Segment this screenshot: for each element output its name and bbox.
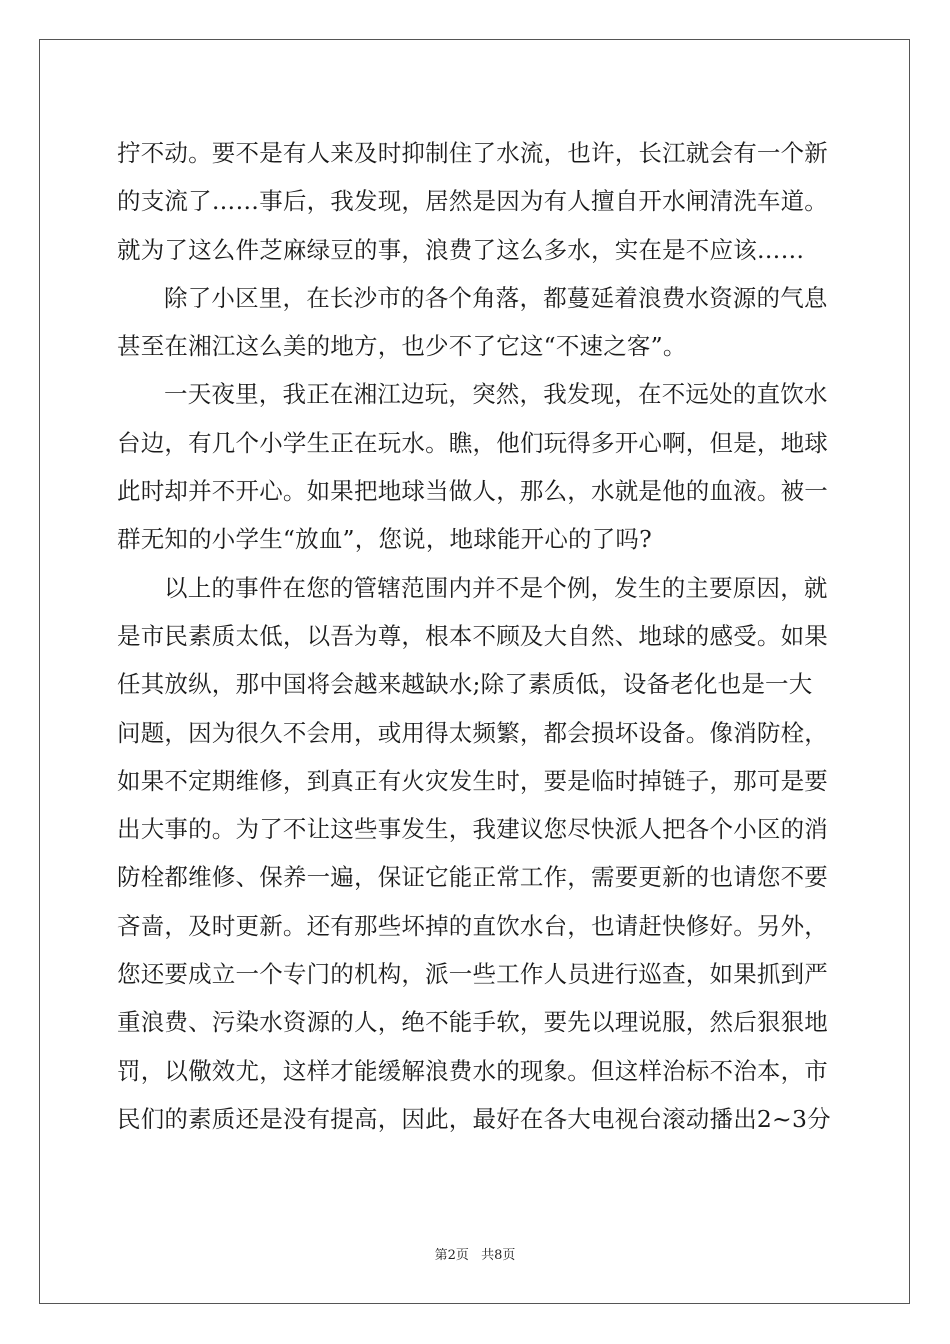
text-line: 出大事的。为了不让这些事发生，我建议您尽快派人把各个小区的消 <box>117 815 828 844</box>
text-line: 拧不动。要不是有人来及时抑制住了水流，也许，长江就会有一个新 <box>117 139 828 167</box>
text-line: 除了小区里，在长沙市的各个角落，都蔓延着浪费水资源的气息 <box>164 283 828 312</box>
text-line: 您还要成立一个专门的机构，派一些工作人员进行巡查，如果抓到严 <box>117 960 828 989</box>
document-body <box>117 129 837 1143</box>
text-line: 罚，以儆效尤，这样才能缓解浪费水的现象。但这样治标不治本，市 <box>117 1056 828 1085</box>
text-line: 是市民素质太低，以吾为尊，根本不顾及大自然、地球的感受。如果 <box>117 621 828 650</box>
page-number: 第2页 <box>434 1248 469 1263</box>
text-line: 如果不定期维修，到真正有火灾发生时，要是临时掉链子，那可是要 <box>117 766 828 795</box>
text-line: 一天夜里，我正在湘江边玩，突然，我发现，在不远处的直饮水 <box>164 380 828 409</box>
text-line: 就为了这么件芝麻绿豆的事，浪费了这么多水，实在是不应该…… <box>117 235 805 264</box>
text-line: 群无知的小学生“放血”，您说，地球能开心的了吗? <box>117 525 652 554</box>
text-line: 此时却并不开心。如果把地球当做人，那么，水就是他的血液。被一 <box>117 477 828 506</box>
text-line: 的支流了……事后，我发现，居然是因为有人擅自开水闸清洗车道。 <box>117 187 828 216</box>
page-footer <box>0 1244 950 1263</box>
text-line: 以上的事件在您的管辖范围内并不是个例，发生的主要原因，就 <box>164 573 828 602</box>
text-line: 台边，有几个小学生正在玩水。瞧，他们玩得多开心啊，但是，地球 <box>117 428 828 457</box>
text-line: 重浪费、污染水资源的人，绝不能手软，要先以理说服，然后狠狠地 <box>117 1008 828 1037</box>
page-total: 共8页 <box>481 1248 516 1263</box>
text-line: 甚至在湘江这么美的地方，也少不了它这“不速之客”。 <box>117 332 687 361</box>
text-line: 任其放纵，那中国将会越来越缺水;除了素质低，设备老化也是一大 <box>117 670 813 699</box>
text-line: 吝啬，及时更新。还有那些坏掉的直饮水台，也请赶快修好。另外， <box>117 911 828 940</box>
text-line: 问题，因为很久不会用，或用得太频繁，都会损坏设备。像消防栓， <box>117 718 828 747</box>
text-line: 防栓都维修、保养一遍，保证它能正常工作，需要更新的也请您不要 <box>117 863 828 892</box>
text-line: 民们的素质还是没有提高，因此，最好在各大电视台滚动播出2~3分 <box>117 1104 831 1133</box>
